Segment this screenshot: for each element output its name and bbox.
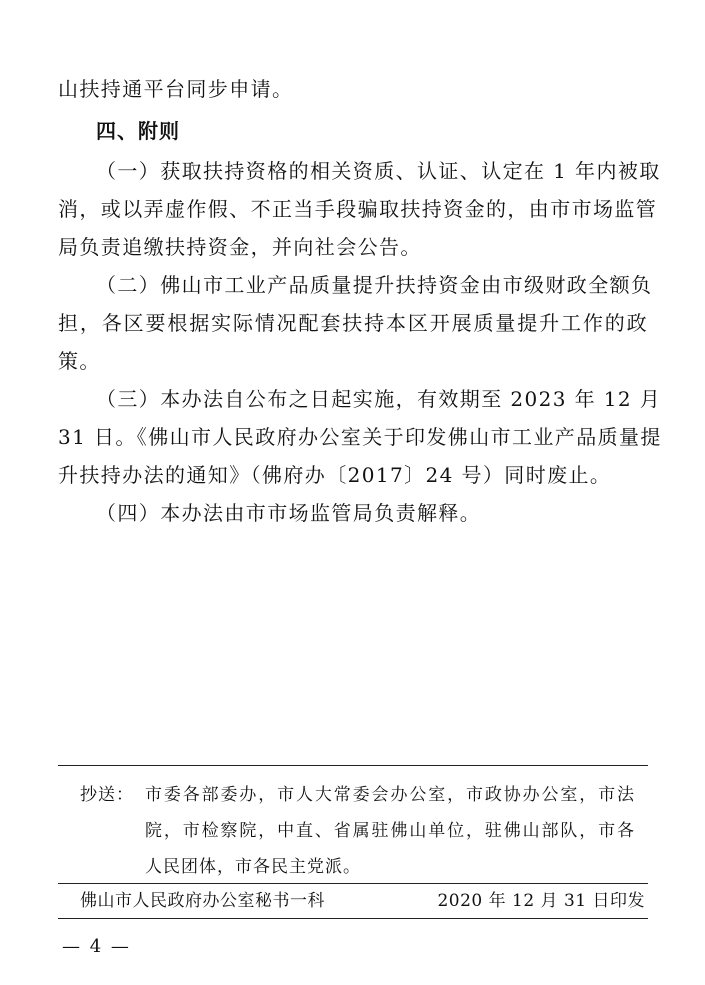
paragraph-line: 担，各区要根据实际情况配套扶持本区开展质量提升工作的政 bbox=[58, 311, 648, 335]
distribution-label: 抄送： bbox=[80, 785, 134, 805]
divider-top bbox=[58, 765, 648, 766]
distribution-line: 市委各部委办，市人大常委会办公室，市政协办公室，市法 bbox=[145, 785, 635, 805]
paragraph-line: （一）获取扶持资格的相关资质、认证、认定在 1 年内被取 bbox=[96, 159, 661, 183]
paragraph-line: 升扶持办法的通知》（佛府办〔2017〕24 号）同时废止。 bbox=[58, 463, 612, 487]
paragraph-line: 局负责追缴扶持资金，并向社会公告。 bbox=[58, 235, 422, 259]
page-number: — 4 — bbox=[62, 936, 131, 957]
distribution-line: 院，市检察院，中直、省属驻佛山单位，驻佛山部队，市各 bbox=[145, 821, 635, 841]
issuer-office: 佛山市人民政府办公室秘书一科 bbox=[80, 891, 325, 911]
paragraph-line: 策。 bbox=[58, 349, 101, 373]
paragraph-line: （四）本办法由市市场监管局负责解释。 bbox=[96, 501, 482, 525]
body-text-line: 山扶持通平台同步申请。 bbox=[58, 77, 294, 101]
section-heading: 四、附则 bbox=[96, 119, 180, 143]
distribution-line: 人民团体，市各民主党派。 bbox=[145, 857, 361, 877]
paragraph-line: 消，或以弄虚作假、不正当手段骗取扶持资金的，由市市场监管 bbox=[58, 197, 658, 221]
paragraph-line: （二）佛山市工业产品质量提升扶持资金由市级财政全额负 bbox=[96, 273, 653, 297]
paragraph-line: 31 日。《佛山市人民政府办公室关于印发佛山市工业产品质量提 bbox=[58, 425, 662, 449]
paragraph-line: （三）本办法自公布之日起实施，有效期至 2023 年 12 月 bbox=[96, 387, 662, 411]
divider-bottom bbox=[58, 918, 648, 919]
issue-date: 2020 年 12 月 31 日印发 bbox=[437, 891, 645, 911]
divider-middle bbox=[58, 883, 648, 884]
